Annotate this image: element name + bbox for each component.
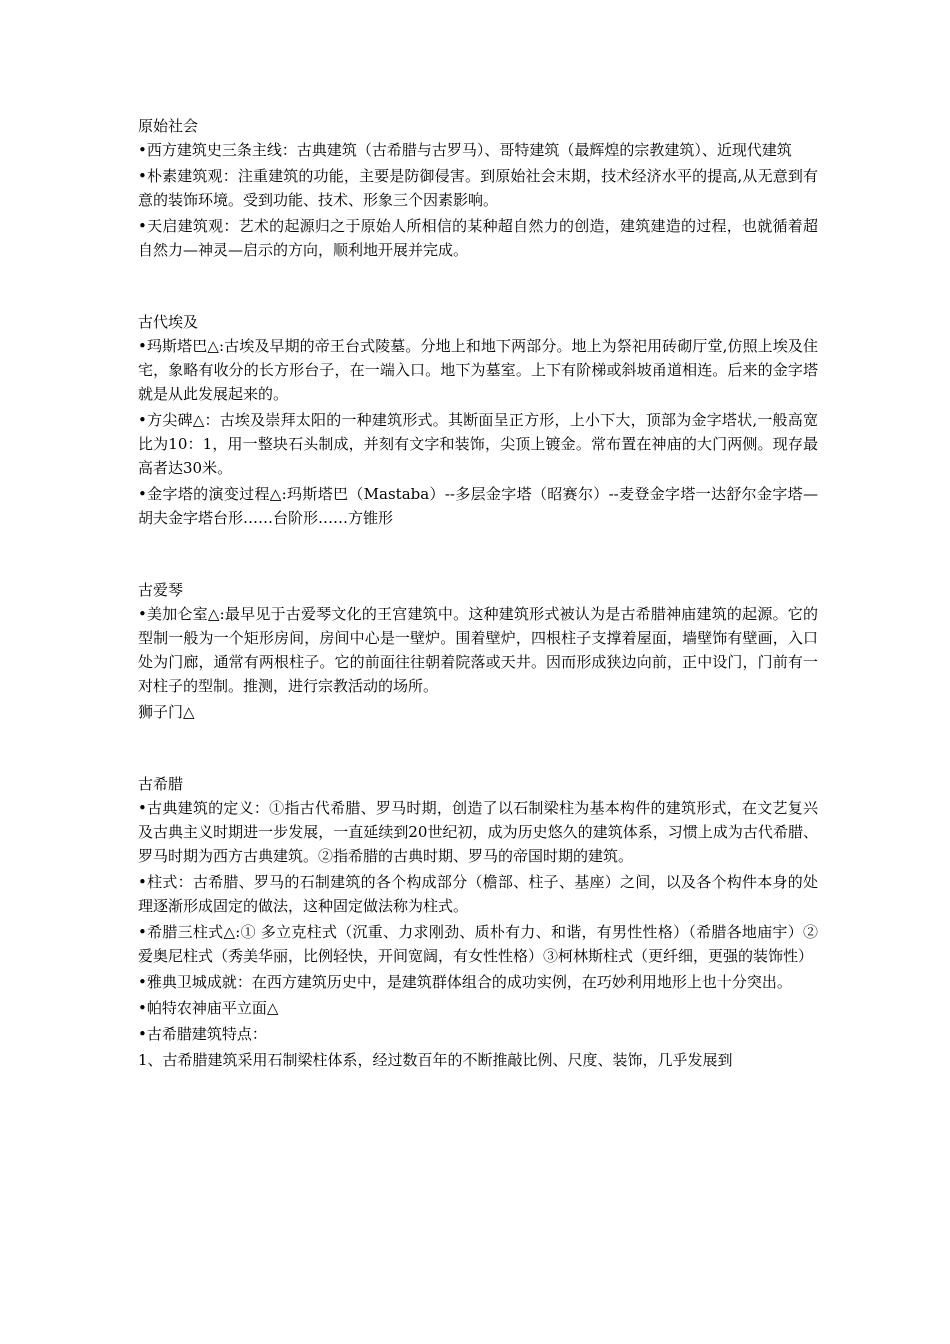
section-primitive-society bbox=[138, 114, 818, 262]
paragraph: •美加仑室△:最早见于古爱琴文化的王宫建筑中。这种建筑形式被认为是古希腊神庙建筑的起源。它的型制一般为一个矩形房间，房间中心是一壁炉。围着壁炉，四根柱子支撑着屋面，墙壁饰有壁画，入口处为门廊，通常有两根柱子。它的前面往往朝着院落或天井。因而形成狭边向前，正中设门，门前有一对柱子的型制。推测，进行宗教活动的场所。 bbox=[138, 605, 818, 695]
section-ancient-greece bbox=[138, 772, 818, 1072]
paragraph: 1、古希腊建筑采用石制梁柱体系，经过数百年的不断推敲比例、尺度、装饰，几乎发展到 bbox=[138, 1051, 733, 1069]
paragraph: •帕特农神庙平立面△ bbox=[138, 999, 279, 1017]
paragraph: 狮子门△ bbox=[138, 703, 195, 721]
paragraph: •天启建筑观：艺术的起源归之于原始人所相信的某种超自然力的创造，建筑建造的过程，也就循着超自然力—神灵—启示的方向，顺利地开展并完成。 bbox=[138, 217, 818, 259]
section-heading: 古代埃及 bbox=[138, 313, 199, 331]
document-page bbox=[138, 114, 818, 1072]
paragraph: •希腊三柱式△:① 多立克柱式（沉重、力求刚劲、质朴有力、和谐，有男性性格）（希腊各地庙宇）②爱奥尼柱式（秀美华丽，比例轻快，开间宽阔，有女性性格）③柯林斯柱式（更纤细，更强的装饰性） bbox=[138, 923, 818, 965]
paragraph: •柱式：古希腊、罗马的石制建筑的各个构成部分（檐部、柱子、基座）之间，以及各个构件本身的处理逐渐形成固定的做法，这种固定做法称为柱式。 bbox=[138, 873, 818, 915]
paragraph: •金字塔的演变过程△:玛斯塔巴（Mastaba）--多层金字塔（昭赛尔）--麦登金字塔一达舒尔金字塔—胡夫金字塔台形……台阶形……方锥形 bbox=[138, 485, 818, 527]
section-heading: 原始社会 bbox=[138, 117, 199, 135]
section-heading: 古希腊 bbox=[138, 775, 184, 793]
paragraph: •古典建筑的定义：①指古代希腊、罗马时期，创造了以石制梁柱为基本构件的建筑形式，在文艺复兴及古典主义时期进一步发展，一直延续到20世纪初，成为历史悠久的建筑体系，习惯上成为古代希腊、罗马时期为西方古典建筑。②指希腊的古典时期、罗马的帝国时期的建筑。 bbox=[138, 799, 818, 865]
paragraph: •朴素建筑观：注重建筑的功能，主要是防御侵害。到原始社会末期，技术经济水平的提高,从无意到有意的装饰环境。受到功能、技术、形象三个因素影响。 bbox=[138, 167, 818, 209]
section-aegean bbox=[138, 578, 818, 724]
paragraph: •雅典卫城成就：在西方建筑历史中，是建筑群体组合的成功实例，在巧妙利用地形上也十分突出。 bbox=[138, 973, 792, 991]
paragraph: •方尖碑△：古埃及崇拜太阳的一种建筑形式。其断面呈正方形，上小下大，顶部为金字塔状,一般高宽比为10：1，用一整块石头制成，并刻有文字和装饰，尖顶上镀金。常布置在神庙的大门两侧。现存最高者达30米。 bbox=[138, 411, 818, 477]
section-ancient-egypt bbox=[138, 310, 818, 530]
paragraph: •古希腊建筑特点： bbox=[138, 1025, 267, 1043]
paragraph: •玛斯塔巴△:古埃及早期的帝王台式陵墓。分地上和地下两部分。地上为祭祀用砖砌厅堂,仿照上埃及住宅，象略有收分的长方形台子，在一端入口。地下为墓室。上下有阶梯或斜坡甬道相连。后来的金字塔就是从此发展起来的。 bbox=[138, 337, 818, 403]
paragraph: •西方建筑史三条主线：古典建筑（古希腊与古罗马）、哥特建筑（最辉煌的宗教建筑）、近现代建筑 bbox=[138, 141, 792, 159]
section-heading: 古爱琴 bbox=[138, 581, 184, 599]
